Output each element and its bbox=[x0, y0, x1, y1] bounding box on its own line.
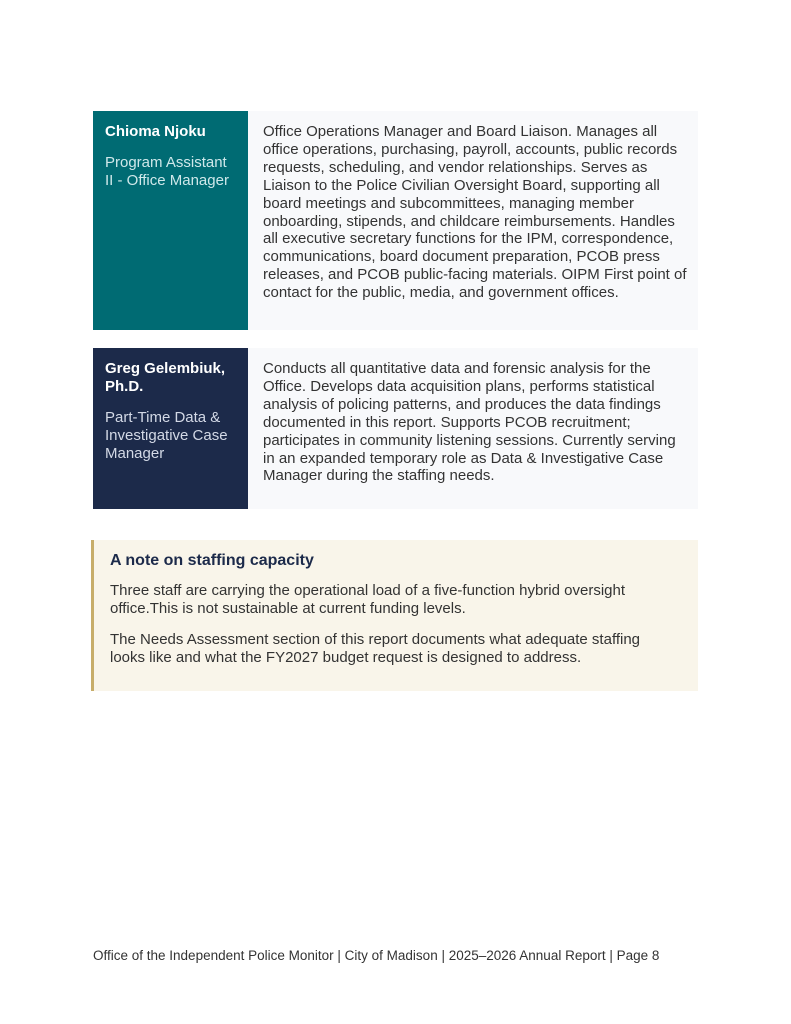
staff-name: Chioma Njoku bbox=[105, 123, 206, 140]
staff-role: Part-Time Data & Investigative Case Manager bbox=[105, 409, 228, 462]
note-paragraph: The Needs Assessment section of this report documents what adequate staffing looks like and what the FY2027 budget request is designed to address. bbox=[110, 630, 641, 666]
note-title: A note on staffing capacity bbox=[110, 552, 314, 569]
page-footer: Office of the Independent Police Monitor | City of Madison | 2025–2026 Annual Report | Page 8 bbox=[93, 948, 660, 963]
staff-name-panel bbox=[93, 111, 248, 330]
staff-description: Conducts all quantitative data and forensic analysis for the Office. Develops data acquisition plans, performs statistical analysis of policing patterns, and produces the data findings documented in this report. Supports PCOB recruitment; participates in community listening sessions. Currently serving in an expanded temporary role as Data & Investigative Case Manager during the staffing needs. bbox=[263, 360, 676, 485]
staffing-capacity-note bbox=[91, 540, 698, 691]
staff-card-chioma-njoku bbox=[93, 111, 698, 330]
staff-description: Office Operations Manager and Board Liaison. Manages all office operations, purchasing, payroll, accounts, public records requests, scheduling, and vendor relationships. Serves as Liaison to the Police Civilian Oversight Board, supporting all board meetings and subcommittees, managing member onboarding, stipends, and childcare reimbursements. Handles all executive secretary functions for the IPM, correspondence, communications, board document preparation, PCOB press releases, and PCOB public-facing materials. OIPM First point of contact for the public, media, and government offices. bbox=[263, 123, 687, 302]
staff-role: Program Assistant II - Office Manager bbox=[105, 154, 229, 189]
staff-name: Greg Gelembiuk, Ph.D. bbox=[105, 360, 226, 395]
staff-name-panel bbox=[93, 348, 248, 509]
staff-card-greg-gelembiuk bbox=[93, 348, 698, 509]
note-paragraph: Three staff are carrying the operational load of a five-function hybrid oversight office.This is not sustainable at current funding levels. bbox=[110, 582, 626, 617]
